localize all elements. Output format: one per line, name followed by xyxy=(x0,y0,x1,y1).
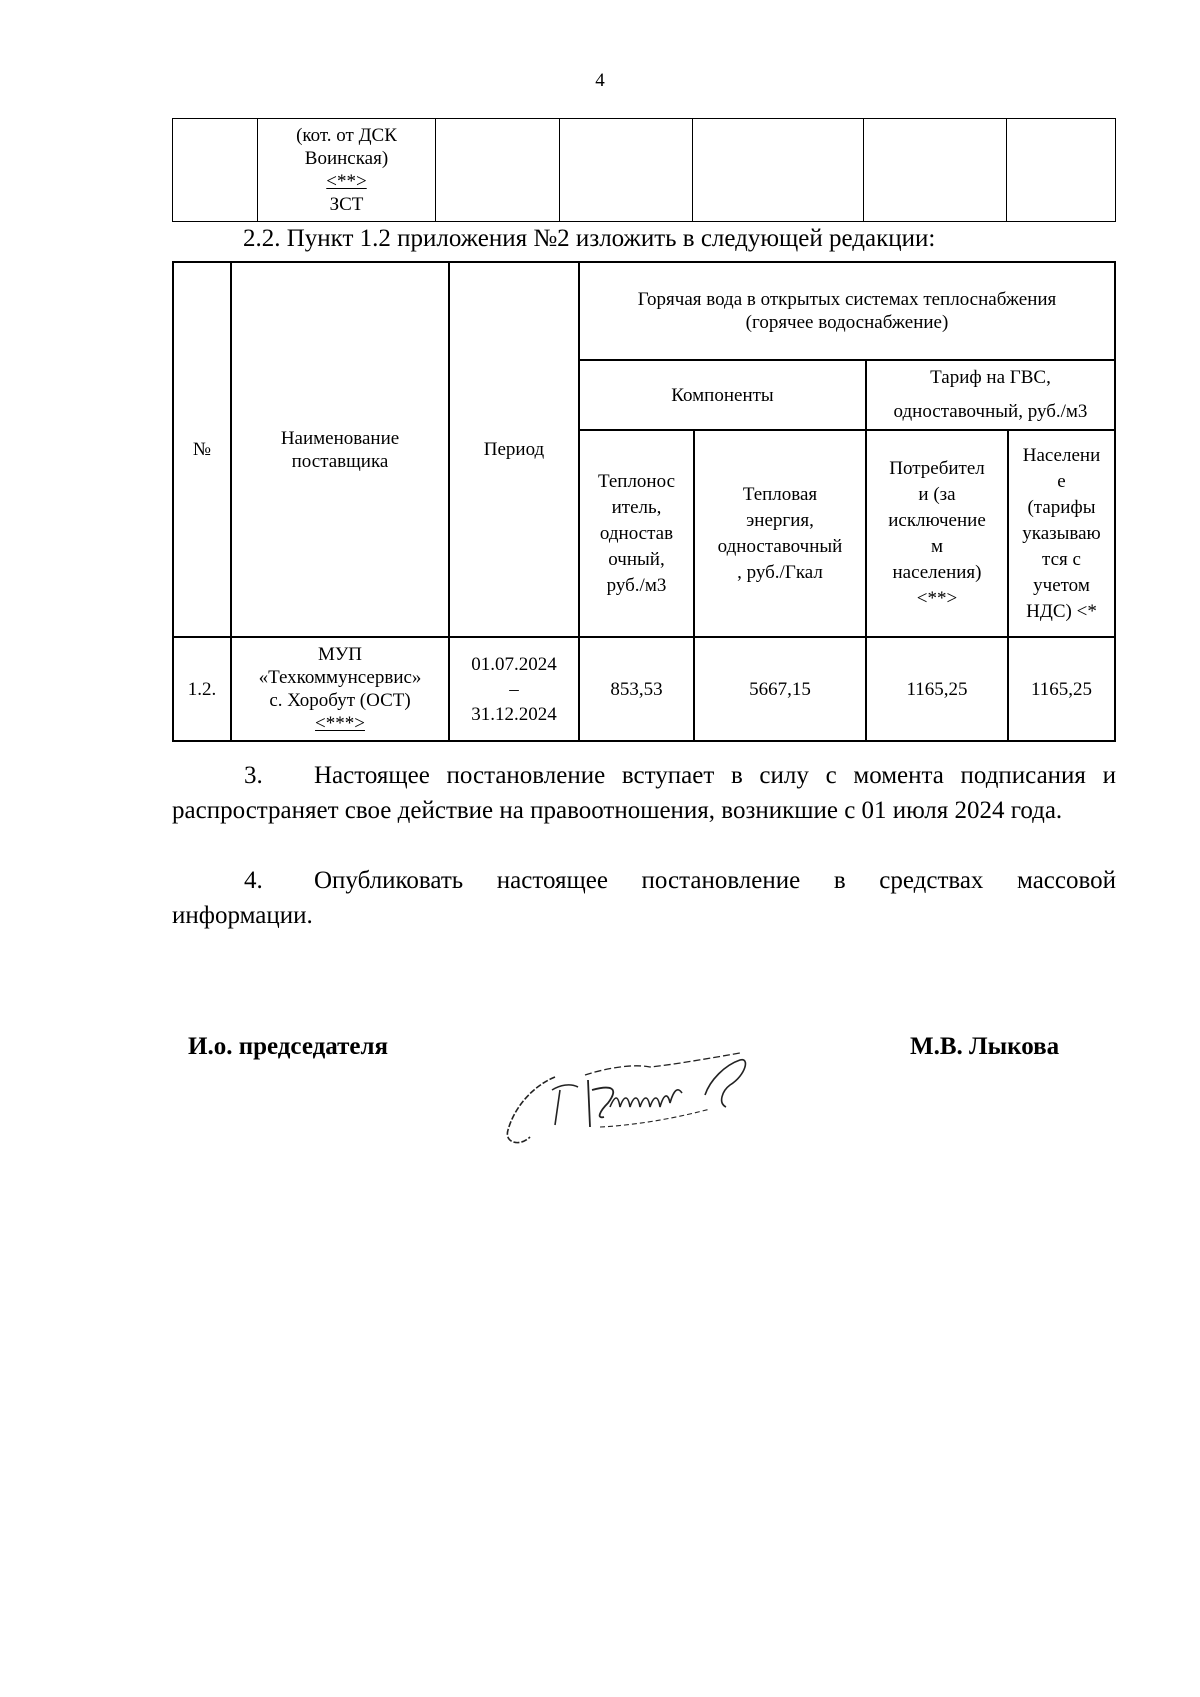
table-cell xyxy=(1007,119,1116,222)
paragraph-4 xyxy=(172,863,1116,933)
row-heat-energy: 5667,15 xyxy=(694,637,866,741)
header-line: (горячее водоснабжение) xyxy=(745,312,949,333)
paragraph-number: 3. xyxy=(244,762,263,789)
header-tariff-gvs xyxy=(866,360,1115,430)
header-line: поставщика xyxy=(291,450,389,472)
row-line: <***> xyxy=(315,713,365,734)
paragraph-3 xyxy=(172,758,1116,828)
header-line: исключение xyxy=(888,509,986,531)
header-components: Компоненты xyxy=(579,360,866,430)
header-line: м xyxy=(930,535,944,557)
header-line: Населени xyxy=(1022,444,1101,466)
signer-name: М.В. Лыкова xyxy=(910,1033,1060,1060)
table-cell xyxy=(173,119,258,222)
table-cell-supplier xyxy=(258,119,436,222)
row-line: 01.07.2024 xyxy=(471,653,557,675)
header-line: тся с xyxy=(1042,548,1081,570)
row-line: 31.12.2024 xyxy=(471,703,557,725)
header-no: № xyxy=(173,262,231,637)
signer-title: И.о. председателя xyxy=(188,1033,389,1060)
tariff-table xyxy=(172,261,1116,742)
paragraph-text: Опубликовать настоящее постановление в средствах массовой информации. xyxy=(172,867,1116,929)
header-heat-carrier xyxy=(579,430,694,637)
table-cell xyxy=(864,119,1007,222)
cell-line: Воинская) xyxy=(304,148,389,169)
cell-line: <**> xyxy=(326,171,367,192)
header-line: Теплонос xyxy=(597,470,676,492)
header-line: и (за xyxy=(918,483,956,505)
header-line: населения) xyxy=(892,561,982,583)
header-period: Период xyxy=(449,262,579,637)
table-cell xyxy=(560,119,693,222)
row-line: – xyxy=(509,678,519,700)
row-consumers: 1165,25 xyxy=(866,637,1008,741)
header-line: НДС) <* xyxy=(1026,600,1097,622)
header-line: <**> xyxy=(916,587,958,609)
row-heat-carrier: 853,53 xyxy=(579,637,694,741)
row-line: «Техкоммунсервис» xyxy=(258,667,422,688)
row-population: 1165,25 xyxy=(1008,637,1115,741)
cell-line: ЗСТ xyxy=(329,194,364,215)
header-line: е xyxy=(1057,470,1066,492)
paragraph-text: Настоящее постановление вступает в силу с момента подписания и распространяет свое действие на правоотношения, возникшие с 01 июля 2024 года. xyxy=(172,762,1116,824)
header-heat-energy xyxy=(694,430,866,637)
header-consumers xyxy=(866,430,1008,637)
cell-line: (кот. от ДСК xyxy=(296,125,397,146)
header-line: учетом xyxy=(1033,574,1090,596)
header-line: итель, xyxy=(611,496,662,518)
continuation-table xyxy=(172,118,1116,222)
row-supplier xyxy=(231,637,449,741)
table-cell xyxy=(436,119,560,222)
section-heading: 2.2. Пункт 1.2 приложения №2 изложить в следующей редакции: xyxy=(243,225,936,252)
row-no: 1.2. xyxy=(173,637,231,741)
header-line: (тарифы xyxy=(1027,496,1096,518)
header-line: Тепловая xyxy=(742,483,818,505)
header-line: очный, xyxy=(608,548,665,570)
header-line: Потребител xyxy=(889,457,985,479)
header-supplier xyxy=(231,262,449,637)
row-line: МУП xyxy=(317,644,363,665)
header-line: Тариф на ГВС, xyxy=(930,367,1051,388)
header-line: Наименование xyxy=(280,427,400,449)
header-line: одноставочный xyxy=(717,535,843,557)
header-line: , руб./Гкал xyxy=(737,561,823,583)
header-population xyxy=(1008,430,1115,637)
header-line: одностав xyxy=(599,522,674,544)
table-row xyxy=(173,637,1115,741)
row-line: с. Хоробут (ОСТ) xyxy=(269,690,411,711)
paragraph-number: 4. xyxy=(244,867,263,894)
header-line: энергия, xyxy=(746,509,814,531)
header-line: одноставочный, руб./м3 xyxy=(893,401,1088,422)
header-line: указываю xyxy=(1022,522,1101,544)
header-line: руб./м3 xyxy=(606,574,667,596)
page-number: 4 xyxy=(595,70,605,91)
header-line: Горячая вода в открытых системах теплоснабжения xyxy=(637,289,1057,310)
signature-image xyxy=(500,1045,800,1155)
header-group xyxy=(579,262,1115,360)
table-cell xyxy=(693,119,864,222)
row-period xyxy=(449,637,579,741)
